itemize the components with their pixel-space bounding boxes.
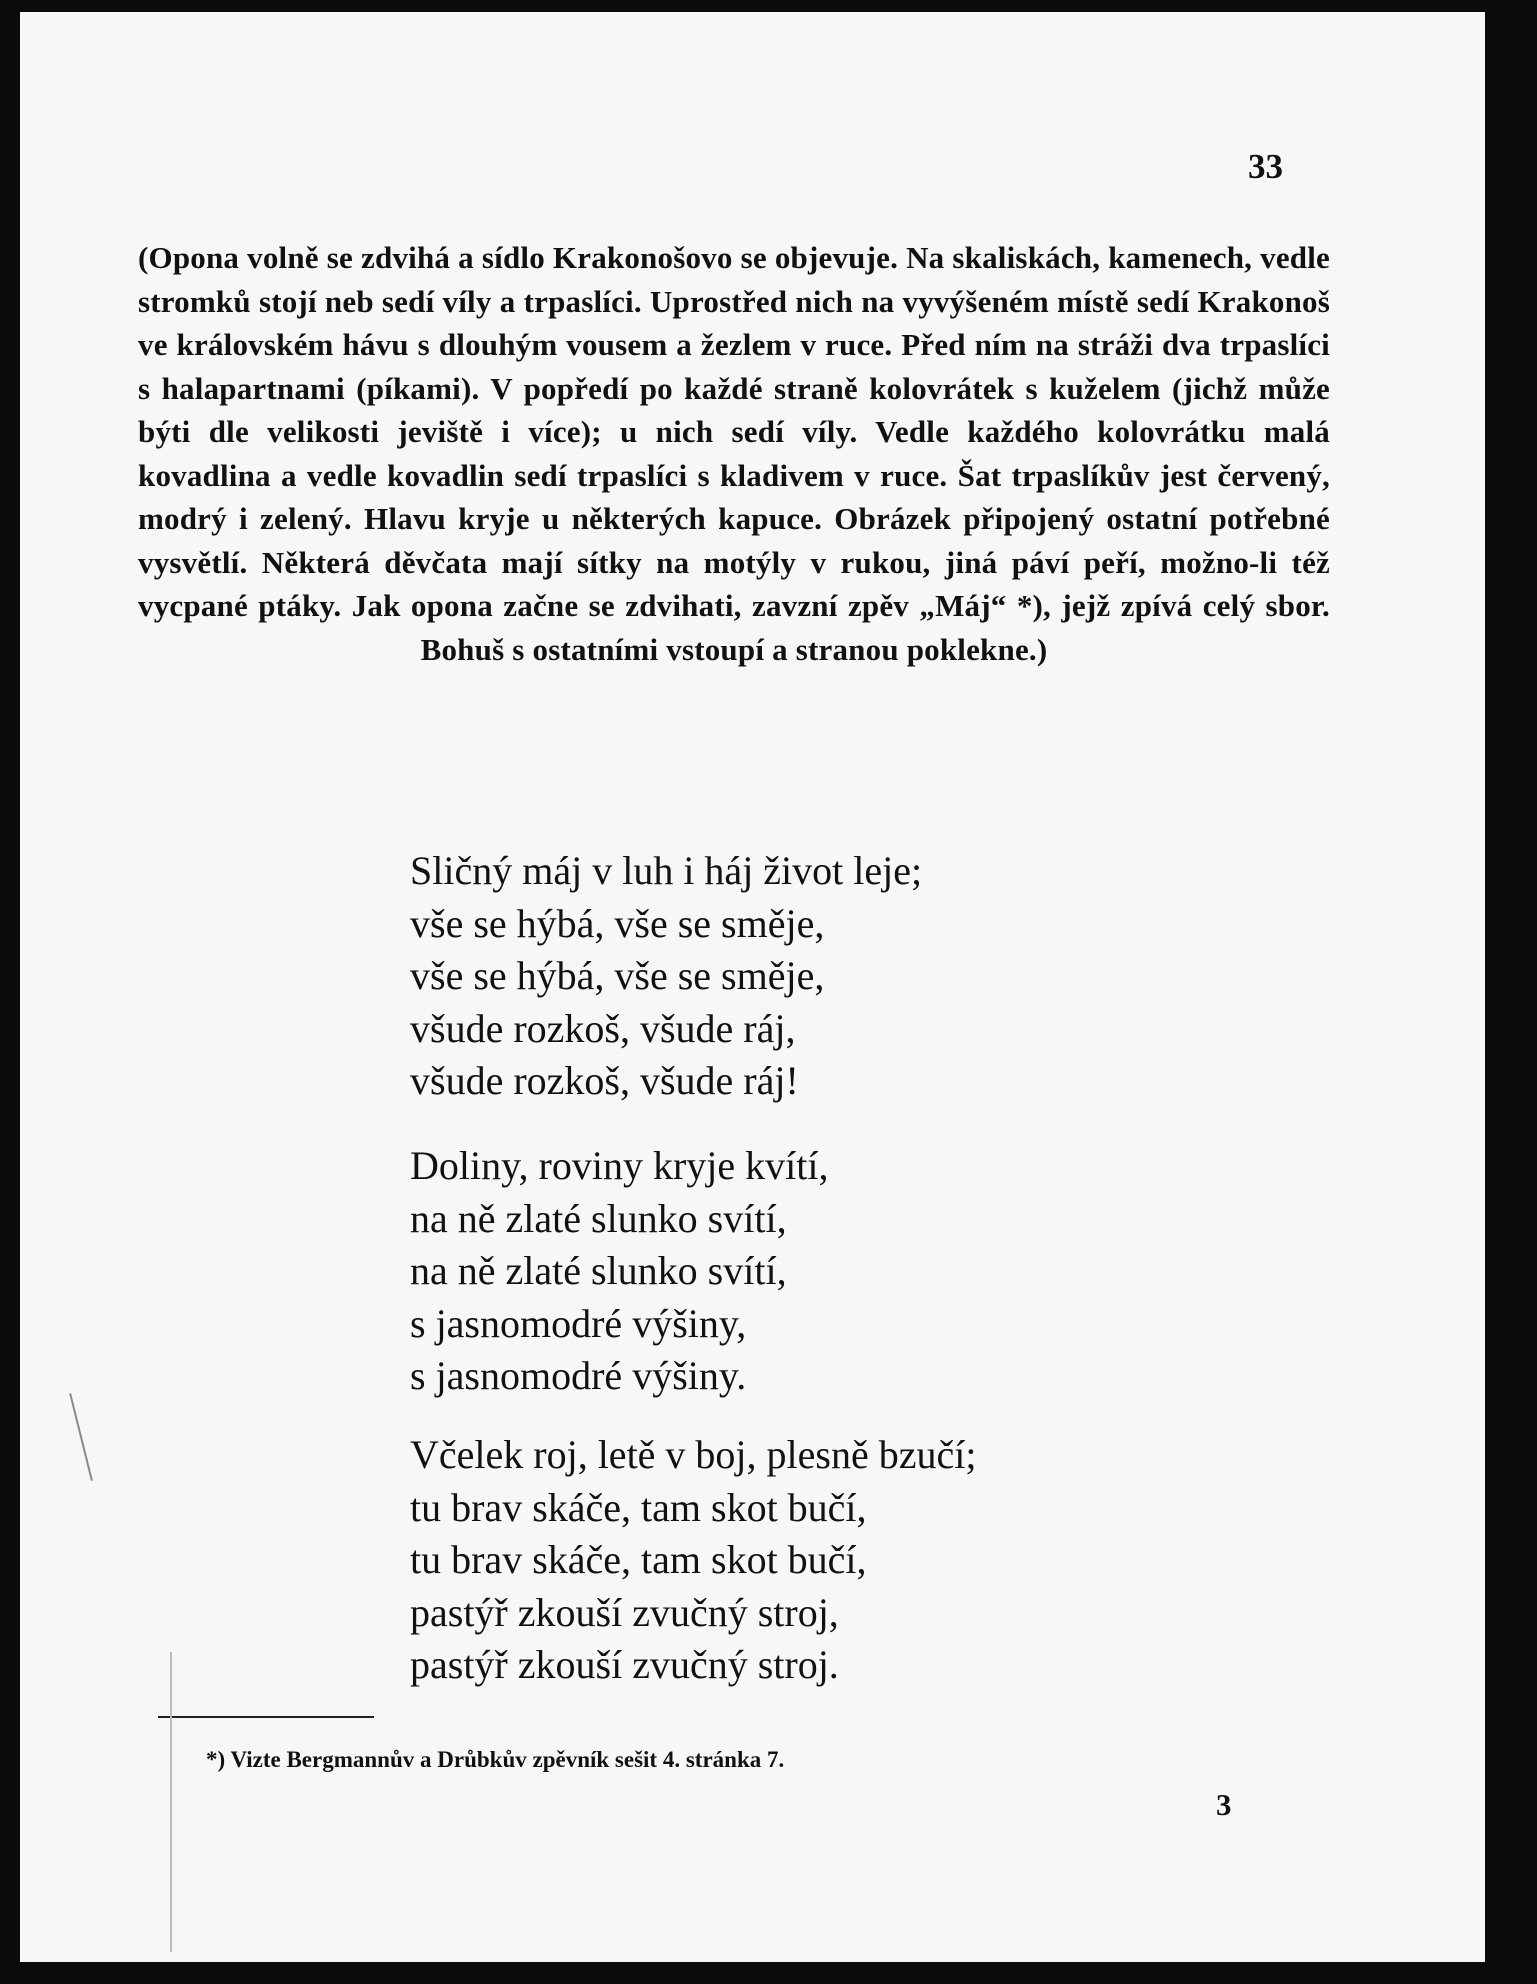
stanza-1 (410, 845, 1210, 1108)
scan-artifact-line (170, 1652, 172, 1952)
verse-line: všude rozkoš, všude ráj! (410, 1058, 799, 1103)
verse-line: na ně zlaté slunko svítí, (410, 1195, 787, 1241)
verse-line: Sličný máj v luh i háj život leje; (410, 848, 923, 893)
printer-signature-mark: 3 (1216, 1787, 1232, 1822)
footnote-divider (158, 1716, 374, 1718)
verse-line: s jasnomodré výšiny. (410, 1353, 747, 1398)
footnote: *) Vizte Bergmannův a Drůbkův zpěvník sešit 4. stránka 7. (206, 1747, 785, 1772)
stanza-3 (410, 1429, 1210, 1692)
verse-line: Doliny, roviny kryje kvítí, (410, 1143, 829, 1188)
verse-line: s jasnomodré výšiny, (410, 1300, 747, 1346)
verse-line: tu brav skáče, tam skot bučí, (410, 1537, 867, 1582)
verse-line: na ně zlaté slunko svítí, (410, 1248, 787, 1293)
verse-line: tu brav skáče, tam skot bučí, (410, 1484, 867, 1530)
verse-line: pastýř zkouší zvučný stroj. (410, 1642, 839, 1687)
verse-line: pastýř zkouší zvučný stroj, (410, 1589, 839, 1635)
stanza-2 (410, 1140, 1210, 1403)
stage-direction: (Opona volně se zdvihá a sídlo Krakonošovo se objevuje. Na skaliskách, kamenech, vedle stromků stojí neb sedí víly a trpaslíci. Uprostřed nich na vyvýšeném místě sedí Krakonoš ve královském hávu s dlouhým vousem a žezlem v ruce. Před ním na stráži dva trpaslíci s halapartnami (píkami). V popředí po každé straně kolovrátek s kuželem (jichž může býti dle velikosti jeviště i více); u nich sedí víly. Vedle každého kolovrátku malá kovadlina a vedle kovadlin sedí trpaslíci s kladivem v ruce. Šat trpaslíkův jest červený, modrý i zelený. Hlavu kryje u některých kapuce. Obrázek připojený ostatní potřebné vysvětlí. Některá děvčata mají sítky na motýly v rukou, jiná páví peří, možno-li též vycpané ptáky. Jak opona začne se zdvihati, zavzní zpěv „Máj“ *), jejž zpívá celý sbor. Bohuš s ostatními vstoupí a stranou poklekne.) (138, 240, 1330, 667)
verse-line: všude rozkoš, všude ráj, (410, 1005, 796, 1051)
verse-line: vše se hýbá, vše se směje, (410, 900, 825, 946)
verse-line: vše se hýbá, vše se směje, (410, 953, 825, 998)
book-page (20, 12, 1485, 1962)
verse-line: Včelek roj, letě v boj, plesně bzučí; (410, 1432, 977, 1477)
scan-artifact-line (69, 1393, 93, 1481)
page-number: 33 (1248, 147, 1283, 186)
